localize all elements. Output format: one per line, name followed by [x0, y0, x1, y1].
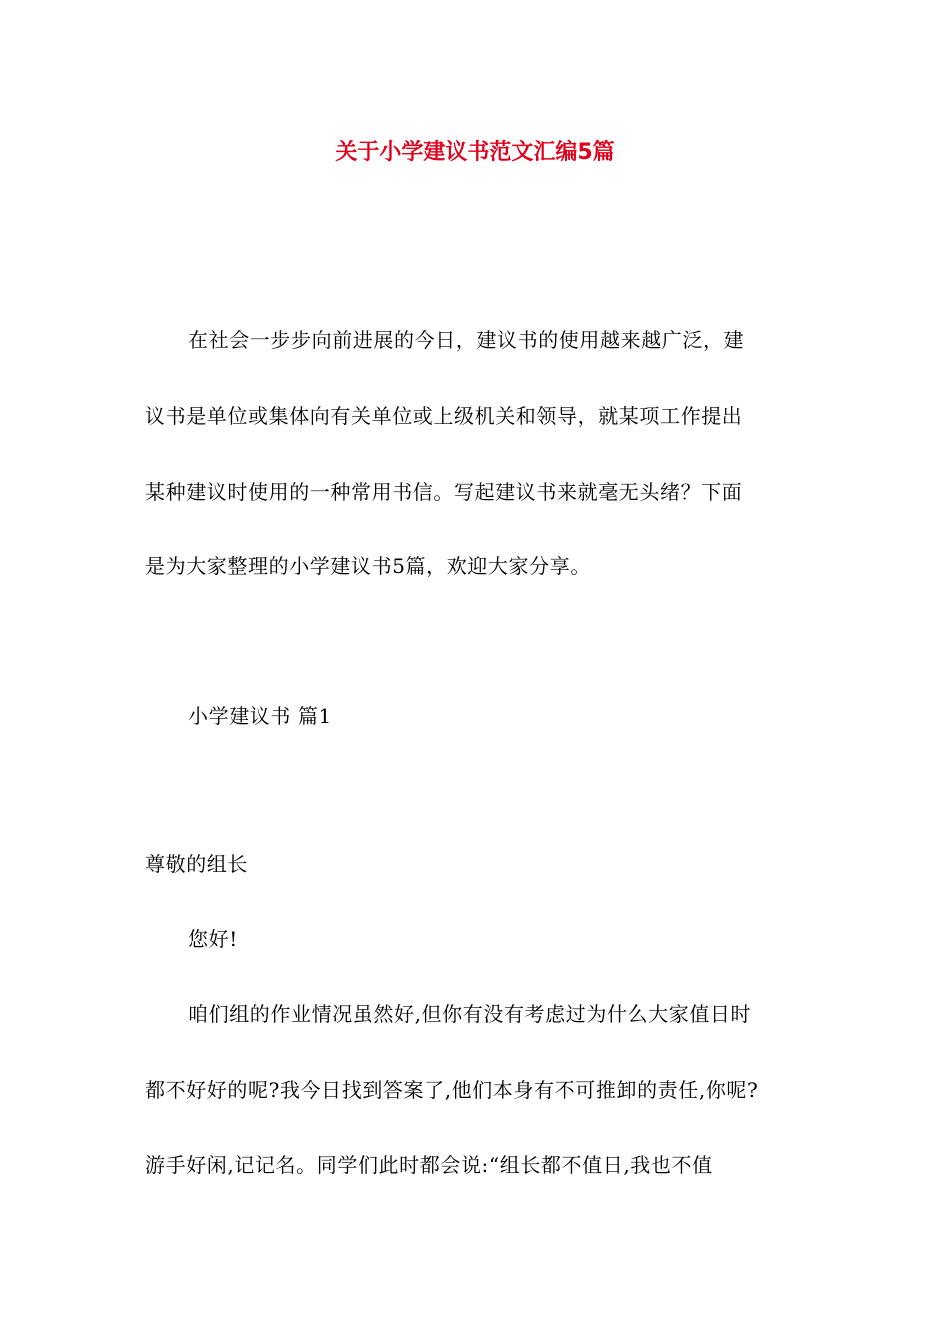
intro-line-4: 是为大家整理的小学建议书5篇，欢迎大家分享。	[145, 554, 591, 578]
intro-line-2: 议书是单位或集体向有关单位或上级机关和领导，就某项工作提出	[145, 404, 743, 428]
body-line-2: 都不好好的呢?我今日找到答案了,他们本身有不可推卸的责任,你呢?	[145, 1078, 759, 1102]
section-heading: 小学建议书 篇1	[188, 704, 332, 728]
intro-line-1: 在社会一步步向前进展的今日，建议书的使用越来越广泛，建	[188, 328, 745, 352]
intro-line-3: 某种建议时使用的一种常用书信。写起建议书来就毫无头绪？下面	[145, 480, 743, 504]
body-line-3: 游手好闲,记记名。同学们此时都会说:“组长都不值日,我也不值	[145, 1153, 713, 1177]
greeting: 您好!	[188, 927, 238, 951]
document-title: 关于小学建议书范文汇编5篇	[335, 140, 615, 165]
body-line-1: 咱们组的作业情况虽然好,但你有没有考虑过为什么大家值日时	[188, 1002, 752, 1026]
salutation: 尊敬的组长	[145, 852, 248, 876]
